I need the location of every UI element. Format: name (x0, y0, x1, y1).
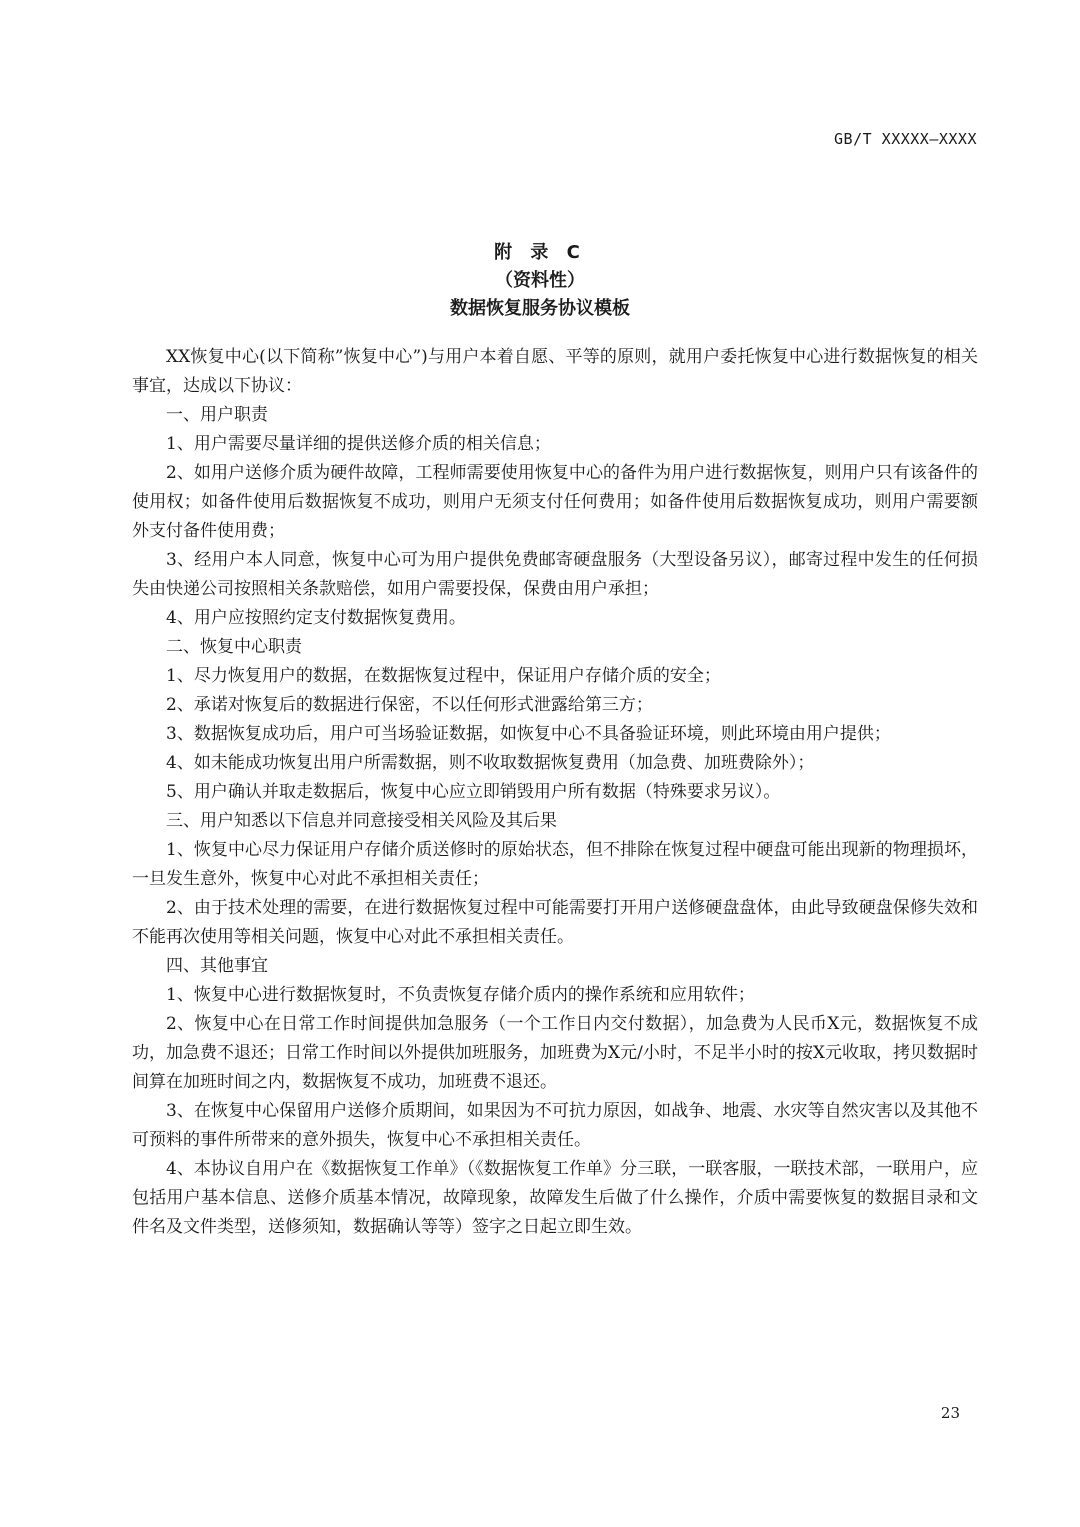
clause-paragraph: 4、本协议自用户在《数据恢复工作单》（《数据恢复工作单》分三联，一联客服，一联技术部，一联用户，应包括用户基本信息、送修介质基本情况，故障现象，故障发生后做了什么操作，介质中需要恢复的数据目录和文件名及文件类型，送修须知，数据确认等等）签字之日起立即生效。 (132, 1159, 978, 1237)
intro-paragraph: XX恢复中心(以下简称”恢复中心”)与用户本着自愿、平等的原则，就用户委托恢复中心进行数据恢复的相关事宜，达成以下协议： (132, 347, 978, 396)
page-number: 23 (940, 1404, 960, 1422)
clause-paragraph: 2、如用户送修介质为硬件故障，工程师需要使用恢复中心的备件为用户进行数据恢复，则用户只有该备件的使用权；如备件使用后数据恢复不成功，则用户无须支付任何费用；如备件使用后数据恢复成功，则用户需要额外支付备件使用费； (132, 463, 978, 541)
clause-paragraph: 1、尽力恢复用户的数据，在数据恢复过程中，保证用户存储介质的安全； (166, 666, 721, 686)
section-heading-center-duties: 二、恢复中心职责 (166, 637, 302, 657)
clause-paragraph: 5、用户确认并取走数据后，恢复中心应立即销毁用户所有数据（特殊要求另议）。 (166, 782, 781, 802)
clause-paragraph: 2、恢复中心在日常工作时间提供加急服务（一个工作日内交付数据），加急费为人民币X元，数据恢复不成功，加急费不退还；日常工作时间以外提供加班服务，加班费为X元/小时，不足半小时的按X元收取，拷贝数据时间算在加班时间之内，数据恢复不成功，加班费不退还。 (132, 1014, 978, 1092)
agreement-body (132, 343, 978, 1242)
clause-paragraph: 1、用户需要尽量详细的提供送修介质的相关信息； (166, 434, 551, 454)
standard-code: GB/T XXXXX—XXXX (834, 130, 977, 148)
annex-nature: （资料性） (495, 270, 585, 291)
section-heading-user-duties: 一、用户职责 (166, 405, 268, 425)
section-heading-risks: 三、用户知悉以下信息并同意接受相关风险及其后果 (166, 811, 557, 831)
clause-paragraph: 2、由于技术处理的需要，在进行数据恢复过程中可能需要打开用户送修硬盘盘体，由此导致硬盘保修失效和不能再次使用等相关问题，恢复中心对此不承担相关责任。 (132, 898, 978, 947)
section-heading-other: 四、其他事宜 (166, 956, 268, 976)
clause-paragraph: 3、数据恢复成功后，用户可当场验证数据，如恢复中心不具备验证环境，则此环境由用户提供； (166, 724, 891, 744)
clause-paragraph: 1、恢复中心进行数据恢复时，不负责恢复存储介质内的操作系统和应用软件； (166, 985, 755, 1005)
clause-paragraph: 3、经用户本人同意，恢复中心可为用户提供免费邮寄硬盘服务（大型设备另议），邮寄过程中发生的任何损失由快递公司按照相关条款赔偿，如用户需要投保，保费由用户承担； (132, 550, 978, 599)
annex-heading: 附 录 C (494, 242, 586, 263)
clause-paragraph: 2、承诺对恢复后的数据进行保密，不以任何形式泄露给第三方； (166, 695, 653, 715)
document-title: 数据恢复服务协议模板 (450, 298, 630, 319)
clause-paragraph: 4、如未能成功恢复出用户所需数据，则不收取数据恢复费用（加急费、加班费除外）； (166, 753, 815, 773)
clause-paragraph: 1、恢复中心尽力保证用户存储介质送修时的原始状态，但不排除在恢复过程中硬盘可能出现新的物理损坏，一旦发生意外，恢复中心对此不承担相关责任； (132, 840, 978, 889)
clause-paragraph: 4、用户应按照约定支付数据恢复费用。 (166, 608, 466, 628)
clause-paragraph: 3、在恢复中心保留用户送修介质期间，如果因为不可抗力原因，如战争、地震、水灾等自然灾害以及其他不可预料的事件所带来的意外损失，恢复中心不承担相关责任。 (132, 1101, 978, 1150)
